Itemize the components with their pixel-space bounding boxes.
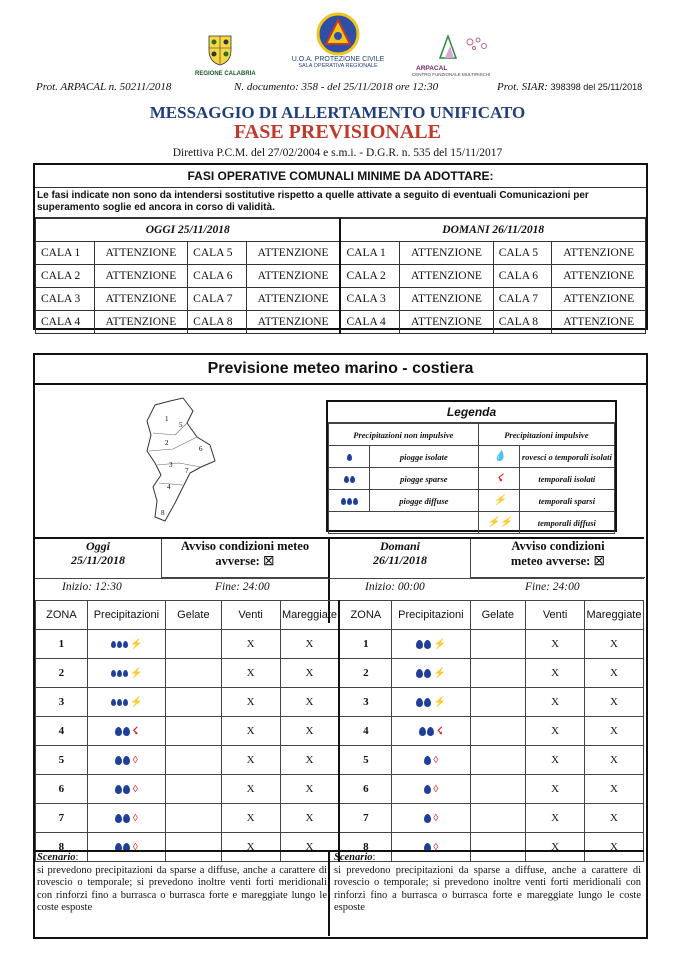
zone-header-gelate: Gelate	[166, 601, 222, 630]
regione-label: REGIONE CALABRIA	[195, 71, 256, 77]
zone-gelate	[470, 775, 526, 804]
meteo-heading: Previsione meteo marino - costiera	[35, 355, 646, 385]
legenda-diffuse-icon	[329, 490, 370, 512]
scenario-domani-label: Scenario	[334, 852, 373, 863]
cala-zone: CALA 4	[36, 311, 95, 334]
zone-precipitazioni	[87, 717, 165, 746]
prot-siar-value: 398398 del 25/11/2018	[550, 82, 643, 92]
zone-gelate	[166, 746, 222, 775]
scenario-oggi	[37, 852, 327, 915]
cala-phase: ATTENZIONE	[94, 242, 188, 265]
zone-row	[36, 630, 644, 659]
cala-phase: ATTENZIONE	[246, 288, 340, 311]
map-label-3: 3	[169, 461, 173, 469]
zone-header-precipitazioni: Precipitazioni	[87, 601, 165, 630]
cala-row	[36, 265, 646, 288]
zone-gelate	[470, 688, 526, 717]
domani-header	[330, 539, 470, 567]
cala-zone: CALA 5	[188, 242, 247, 265]
logo-protezione-civile	[282, 12, 394, 72]
cala-zone: CALA 2	[340, 265, 399, 288]
oggi-label: OGGI 25/11/2018	[36, 219, 341, 242]
cala-phase: ATTENZIONE	[400, 265, 494, 288]
arpacal-sub: CENTRO FUNZIONALE MULTIRISCHI	[412, 72, 491, 77]
pc-line1: U.O.A. PROTEZIONE CIVILE	[291, 56, 385, 63]
cala-phase: ATTENZIONE	[552, 265, 646, 288]
zone-mareggiate: X	[280, 630, 339, 659]
zone-venti: X	[221, 717, 280, 746]
zone-precipitazioni	[392, 746, 470, 775]
zone-mareggiate: X	[584, 833, 643, 862]
legenda-col2: Precipitazioni impulsive	[478, 424, 614, 446]
domani-avviso-line2: meteo avverse:	[510, 554, 591, 568]
zone-venti: X	[221, 775, 280, 804]
zone-number: 4	[339, 717, 391, 746]
legenda-temporali-isolati-icon: ☇	[478, 468, 519, 490]
zone-mareggiate: X	[584, 630, 643, 659]
scenario-domani-colon: :	[372, 852, 376, 863]
zone-header-mareggiate: Mareggiate	[280, 601, 339, 630]
cala-table	[35, 218, 646, 334]
zone-number: 7	[36, 804, 88, 833]
zone-number: 6	[339, 775, 391, 804]
legenda-sparse: piogge sparse	[370, 468, 479, 490]
phase-title: FASE PREVISIONALE	[234, 121, 441, 143]
legenda-title: Legenda	[328, 402, 615, 423]
zone-mareggiate: X	[584, 659, 643, 688]
zone-header-zona: ZONA	[339, 601, 391, 630]
zone-mareggiate: X	[280, 804, 339, 833]
cala-phase: ATTENZIONE	[94, 288, 188, 311]
zone-gelate	[166, 804, 222, 833]
cala-phase: ATTENZIONE	[552, 311, 646, 334]
cala-zone: CALA 8	[493, 311, 552, 334]
cala-phase: ATTENZIONE	[94, 311, 188, 334]
precipitation-icon: ⚡	[416, 638, 446, 650]
domani-avviso-line1: Avviso condizioni	[511, 539, 605, 553]
zone-header-gelate: Gelate	[470, 601, 526, 630]
zone-venti: X	[526, 688, 585, 717]
cala-zone: CALA 8	[188, 311, 247, 334]
oggi-date: 25/11/2018	[70, 553, 125, 567]
zone-mareggiate: X	[280, 659, 339, 688]
zone-number: 1	[36, 630, 88, 659]
zone-venti: X	[526, 717, 585, 746]
precipitation-icon: ⚡	[110, 638, 142, 650]
zone-venti: X	[526, 746, 585, 775]
zone-mareggiate: X	[584, 688, 643, 717]
zone-mareggiate: X	[584, 746, 643, 775]
pc-line2: SALA OPERATIVA REGIONALE	[298, 63, 378, 69]
zone-header-zona: ZONA	[36, 601, 88, 630]
zone-gelate	[470, 630, 526, 659]
legenda-sparse-icon	[329, 468, 370, 490]
precipitation-icon: ◊	[115, 841, 138, 853]
zone-number: 3	[339, 688, 391, 717]
map-label-4: 4	[167, 483, 171, 491]
zone-row	[36, 717, 644, 746]
zone-venti: X	[221, 804, 280, 833]
legenda-col1: Precipitazioni non impulsive	[329, 424, 479, 446]
fasi-operative-box	[33, 163, 648, 330]
cala-phase: ATTENZIONE	[246, 265, 340, 288]
cala-zone: CALA 1	[340, 242, 399, 265]
zone-precipitazioni	[392, 717, 470, 746]
regione-crest-icon	[195, 34, 245, 66]
precipitation-icon: ☇	[115, 725, 139, 737]
zone-table	[35, 600, 644, 862]
inizio-divider	[35, 578, 644, 579]
legenda-rovesci-icon: 💧	[478, 446, 519, 468]
zone-row	[36, 688, 644, 717]
prot-siar-label: Prot. SIAR:	[497, 81, 548, 93]
zone-gelate	[166, 659, 222, 688]
scenario-oggi-colon: :	[75, 852, 79, 863]
cala-zone: CALA 6	[188, 265, 247, 288]
scenario-domani-text: si prevedono precipitazioni da sparse a diffuse, anche a carattere di rovescio o temporale; si prevedono inoltre venti forti meridionali con rinforzi fino a burrasca o burrasca forte e mareggiate lungo le coste esposte	[334, 864, 641, 913]
cala-row	[36, 242, 646, 265]
zone-gelate	[470, 717, 526, 746]
map-label-5: 5	[179, 421, 183, 429]
map-label-2: 2	[165, 439, 169, 447]
zone-precipitazioni	[392, 659, 470, 688]
oggi-header	[35, 539, 161, 567]
legenda-isolate-icon	[329, 446, 370, 468]
zone-precipitazioni	[87, 804, 165, 833]
cala-phase: ATTENZIONE	[246, 242, 340, 265]
oggi-fine: Fine: 24:00	[215, 581, 270, 593]
zone-gelate	[166, 630, 222, 659]
cala-zone: CALA 3	[36, 288, 95, 311]
zone-number: 6	[36, 775, 88, 804]
zone-precipitazioni	[392, 630, 470, 659]
zone-header-mareggiate: Mareggiate	[584, 601, 643, 630]
zone-venti: X	[526, 775, 585, 804]
zone-venti: X	[526, 659, 585, 688]
zone-precipitazioni	[392, 688, 470, 717]
zone-gelate	[166, 717, 222, 746]
cala-phase: ATTENZIONE	[400, 311, 494, 334]
cala-zone: CALA 5	[493, 242, 552, 265]
zone-number: 8	[339, 833, 391, 862]
zone-mareggiate: X	[280, 833, 339, 862]
legenda-table	[328, 423, 615, 534]
map-label-6: 6	[199, 445, 203, 453]
fasi-note: Le fasi indicate non sono da intendersi sostitutive rispetto a quelle attivate a seguito di eventuali Comunicazioni per superamento soglie ed ancora in corso di validità.	[35, 188, 646, 218]
oggi-avviso	[161, 539, 328, 578]
zone-venti: X	[526, 630, 585, 659]
message-title: MESSAGGIO DI ALLERTAMENTO UNIFICATO	[149, 103, 526, 122]
oggi-avviso-line2: avverse:	[215, 554, 260, 568]
legenda-temporali-sparsi: temporali sparsi	[519, 490, 614, 512]
precipitation-icon: ⚡	[110, 696, 142, 708]
domani-date: 26/11/2018	[372, 553, 427, 567]
zone-precipitazioni	[392, 804, 470, 833]
zone-number: 2	[339, 659, 391, 688]
map-label-7: 7	[185, 467, 189, 475]
legenda-rovesci: rovesci o temporali isolati	[519, 446, 614, 468]
map-label-8: 8	[161, 509, 165, 517]
precipitation-icon: ⚡	[110, 667, 142, 679]
logo-regione-calabria	[195, 34, 256, 77]
legenda-temporali-sparsi-icon: ⚡	[478, 490, 519, 512]
zone-mareggiate: X	[584, 775, 643, 804]
precipitation-icon: ◊	[423, 754, 438, 766]
domani-avviso-checkbox[interactable]: ⊠	[593, 554, 606, 569]
zone-header-venti: Venti	[221, 601, 280, 630]
zone-precipitazioni	[87, 688, 165, 717]
scenario-oggi-text: si prevedono precipitazioni da sparse a diffuse, anche a carattere di rovescio o temporale; si prevedono inoltre venti forti meridionali con rinforzi fino a burrasca o burrasca forte e mareggiate lungo le coste esposte	[37, 864, 327, 913]
prot-arpacal: Prot. ARPACAL n. 50211/2018	[36, 81, 172, 93]
legenda-empty-cell	[329, 512, 479, 534]
arpacal-label: ARPACAL	[416, 65, 448, 72]
precipitation-icon: ◊	[115, 754, 138, 766]
cala-zone: CALA 3	[340, 288, 399, 311]
oggi-avviso-line1: Avviso condizioni meteo	[180, 539, 310, 553]
zone-gelate	[470, 804, 526, 833]
zone-header-venti: Venti	[526, 601, 585, 630]
cala-zone: CALA 7	[188, 288, 247, 311]
zone-number: 3	[36, 688, 88, 717]
precipitation-icon: ☇	[419, 725, 443, 737]
cala-zone: CALA 6	[493, 265, 552, 288]
zone-number: 8	[36, 833, 88, 862]
protezione-civile-emblem-icon	[316, 12, 360, 56]
zone-row	[36, 746, 644, 775]
zone-mareggiate: X	[280, 746, 339, 775]
zone-mareggiate: X	[584, 717, 643, 746]
zone-row	[36, 659, 644, 688]
legenda-temporali-diffusi: temporali diffusi	[519, 512, 614, 534]
zone-precipitazioni	[392, 775, 470, 804]
zone-venti: X	[221, 659, 280, 688]
zone-number: 7	[339, 804, 391, 833]
zone-precipitazioni	[87, 775, 165, 804]
zone-number: 2	[36, 659, 88, 688]
zone-venti: X	[526, 804, 585, 833]
logo-arpacal	[412, 34, 502, 76]
cala-phase: ATTENZIONE	[400, 242, 494, 265]
precipitation-icon: ◊	[423, 841, 438, 853]
precipitation-icon: ⚡	[416, 696, 446, 708]
scenario-domani	[334, 852, 641, 915]
zone-number: 1	[339, 630, 391, 659]
scenario-vsep	[328, 852, 330, 936]
precipitation-icon: ◊	[423, 783, 438, 795]
domani-label: DOMANI 26/11/2018	[340, 219, 645, 242]
cala-phase: ATTENZIONE	[246, 311, 340, 334]
cala-phase: ATTENZIONE	[552, 242, 646, 265]
fasi-heading: FASI OPERATIVE COMUNALI MINIME DA ADOTTARE:	[35, 165, 646, 188]
zone-gelate	[166, 688, 222, 717]
zone-gelate	[470, 746, 526, 775]
prot-siar	[497, 81, 642, 93]
calabria-zones-map	[135, 393, 225, 528]
zone-mareggiate: X	[280, 775, 339, 804]
zone-precipitazioni	[87, 746, 165, 775]
zone-precipitazioni	[87, 630, 165, 659]
arpacal-logo-icon	[412, 34, 492, 60]
zone-venti: X	[526, 833, 585, 862]
legenda-box	[326, 400, 617, 532]
zone-venti: X	[221, 688, 280, 717]
domani-title: Domani	[379, 539, 420, 553]
legenda-temporali-diffusi-icon: ⚡⚡	[478, 512, 519, 534]
domani-fine: Fine: 24:00	[525, 581, 580, 593]
zone-precipitazioni	[87, 659, 165, 688]
precipitation-icon: ◊	[115, 783, 138, 795]
cala-phase: ATTENZIONE	[400, 288, 494, 311]
cala-row	[36, 311, 646, 334]
cala-zone: CALA 4	[340, 311, 399, 334]
zone-row	[36, 804, 644, 833]
zone-gelate	[470, 659, 526, 688]
zone-number: 4	[36, 717, 88, 746]
zone-mareggiate: X	[280, 688, 339, 717]
zone-gelate	[166, 775, 222, 804]
zone-number: 5	[36, 746, 88, 775]
legenda-temporali-isolati: temporali isolati	[519, 468, 614, 490]
zone-number: 5	[339, 746, 391, 775]
directive-line: Direttiva P.C.M. del 27/02/2004 e s.m.i. - D.G.R. n. 535 del 15/11/2017	[172, 147, 503, 159]
precipitation-icon: ⚡	[416, 667, 446, 679]
zone-row	[36, 775, 644, 804]
zone-mareggiate: X	[584, 804, 643, 833]
zone-venti: X	[221, 630, 280, 659]
zone-venti: X	[221, 746, 280, 775]
cala-zone: CALA 2	[36, 265, 95, 288]
scenario-oggi-label: Scenario	[37, 852, 76, 863]
zone-header-precipitazioni: Precipitazioni	[392, 601, 470, 630]
cala-zone: CALA 1	[36, 242, 95, 265]
precipitation-icon: ◊	[115, 812, 138, 824]
oggi-inizio: Inizio: 12:30	[62, 581, 122, 593]
oggi-avviso-checkbox[interactable]: ⊠	[262, 554, 275, 569]
cala-row	[36, 288, 646, 311]
precipitation-icon: ◊	[423, 812, 438, 824]
zone-mareggiate: X	[280, 717, 339, 746]
map-label-1: 1	[165, 415, 169, 423]
zone-venti: X	[221, 833, 280, 862]
legenda-isolate: piogge isolate	[370, 446, 479, 468]
cala-phase: ATTENZIONE	[552, 288, 646, 311]
cala-zone: CALA 7	[493, 288, 552, 311]
cala-phase: ATTENZIONE	[94, 265, 188, 288]
domani-inizio: Inizio: 00:00	[365, 581, 425, 593]
documento-number: N. documento: 358 - del 25/11/2018 ore 12:30	[234, 81, 439, 93]
oggi-title: Oggi	[86, 539, 110, 553]
domani-avviso	[470, 539, 645, 578]
legenda-diffuse: piogge diffuse	[370, 490, 479, 512]
